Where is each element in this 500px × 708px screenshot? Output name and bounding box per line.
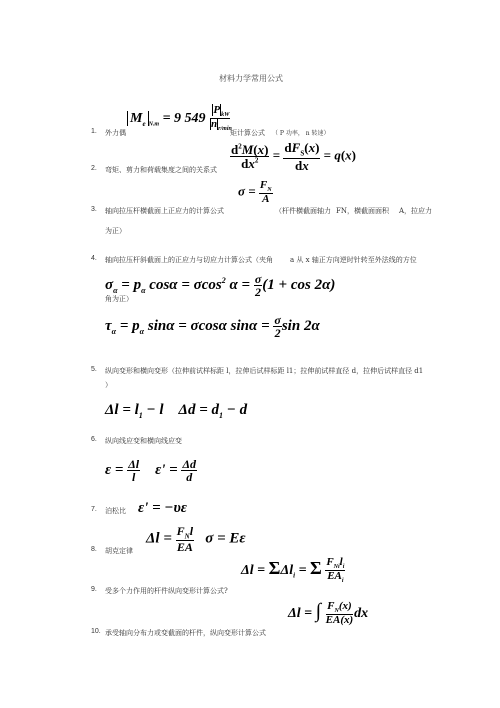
formula-10: Δl = ∫ $\frac{F_N(x)}{EA(x)}$ dx xyxy=(288,600,369,627)
formula-1: $M_e$ $_{N.m}$ = 9 549 $\frac{P_{kW}}{n_{r/min}}$ xyxy=(127,105,233,132)
item-3-text: 轴向拉压杆横截面上正应力的计算公式 xyxy=(105,207,224,215)
item-8-text: 胡克定律 xyxy=(105,547,133,555)
formula-3: σ = $\frac{F_N}{A}$ xyxy=(238,179,272,206)
item-3-note3: A，拉应力 xyxy=(399,207,433,215)
item-3-note4: 为正） xyxy=(105,227,126,235)
item-8-num: 8. xyxy=(91,546,97,553)
item-1-num: 1. xyxy=(91,128,97,135)
item-5-num: 5. xyxy=(91,366,97,373)
item-5-text: 纵向变形和横向变形（拉伸前试样标距 l，拉伸后试样标距 l1；拉伸前试样直径 d，拉伸后试样直径 d1 xyxy=(105,367,424,375)
formula-2: $\frac{d^2M(x)}{dx^2}$ = $\frac{dF_S(x)}{dx}$ = q(x) xyxy=(231,140,357,173)
item-1-note: （ P 功率， n 转速） xyxy=(272,130,330,137)
formula-9: Δl = ΣΔl$_i$ = Σ $\frac{F_{Ni}l_i}{EA_i}$ xyxy=(241,556,345,585)
item-7-text: 泊松比 xyxy=(105,507,126,515)
formula-5: $\Delta l = l_1 - l$ $\Delta d = d_1 - d$ xyxy=(105,402,248,420)
formula-7: ε' = −υε xyxy=(138,500,187,516)
formula-4a: $\sigma_\alpha = p_\alpha$ cosα = σcos$^2$ α = $\frac{\sigma}{2}$ (1 + cos 2α) xyxy=(105,272,336,299)
item-10-num: 10. xyxy=(91,628,101,635)
page-title: 材料力学常用公式 xyxy=(219,74,283,83)
item-4-text: 轴向拉压杆斜截面上的正应力与切应力计算公式（夹角 xyxy=(105,256,273,264)
item-3-note2: FN，横截面面积 xyxy=(336,207,389,215)
formula-6: ε = $\frac{\Delta l}{l}$ ε' = $\frac{\Delta d}{d}$ xyxy=(105,457,196,484)
item-1-text2: 矩计算公式 xyxy=(230,129,265,137)
item-2-text: 弯矩、剪力和荷载集度之间的关系式 xyxy=(105,166,217,174)
item-6-num: 6. xyxy=(91,436,97,443)
item-5-text2: ） xyxy=(105,381,112,389)
item-9-num: 9. xyxy=(91,586,97,593)
item-1-text: 外力偶 xyxy=(105,129,126,137)
item-6-text: 纵向线应变和横向线应变 xyxy=(105,437,182,445)
formula-4b: $\tau_\alpha = p_\alpha$ sinα = σcosα sinα = $\frac{\sigma}{2}$ sin 2α xyxy=(105,313,320,340)
formula-8: Δl = $\frac{F_Nl}{EA}$ σ = Eε xyxy=(146,524,246,555)
item-3-num: 3. xyxy=(91,206,97,213)
item-3-note: （杆件横截面轴力 xyxy=(275,207,331,215)
item-10-text: 承受轴向分布力或变截面的杆件，纵向变形计算公式 xyxy=(105,629,266,637)
item-4-num: 4. xyxy=(91,255,97,262)
item-7-num: 7. xyxy=(91,506,97,513)
item-2-num: 2. xyxy=(91,165,97,172)
item-4-text2: a 从 x 轴正方向逆时针转至外法线的方位 xyxy=(290,256,417,264)
item-9-text: 受多个力作用的杆件纵向变形计算公式? xyxy=(105,587,228,595)
item-4-text3: 角为正） xyxy=(105,295,133,303)
